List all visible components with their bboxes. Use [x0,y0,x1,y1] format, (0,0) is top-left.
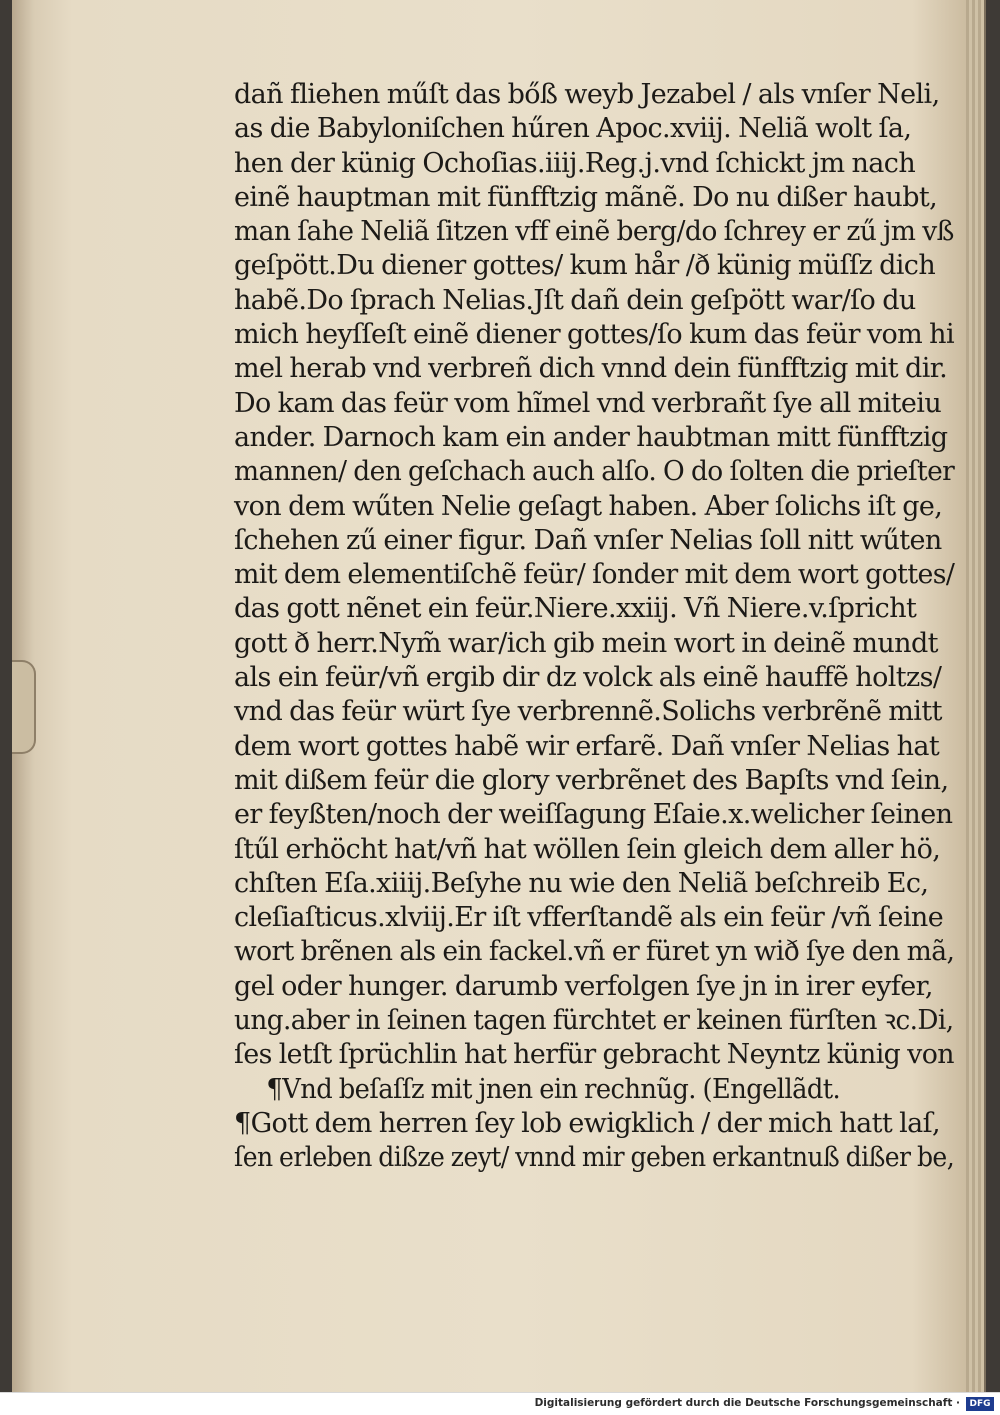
book-page [12,0,986,1392]
text-line: mich heyſſeſt einẽ diener gottes/ſo kum das feür vom hi [234,319,954,351]
dfg-logo: DFG [966,1397,994,1411]
text-line: von dem wűten Nelie geſagt haben. Aber ſolichs iſt ge, [234,490,943,522]
text-line: hen der künig Ochoſias.iiij.Reg.j.vnd ſchickt jm nach [234,147,916,179]
text-line: als ein feür/vñ ergib dir dz volck als einẽ hauffẽ holtzs/ [234,662,942,694]
text-line: ander. Darnoch kam ein ander haubtman mitt fünfftzig [234,421,948,453]
text-line: gel oder hunger. darumb verfolgen ſye jn in irer eyfer, [234,970,933,1002]
text-line: cleſiaſticus.xlviij.Er iſt vfferſtandẽ als ein feür /vñ ſeine [234,902,944,934]
text-line: ¶Gott dem herren ſey lob ewigklich / der mich hatt laſ, [234,1107,940,1139]
text-line: mel herab vnd verbreñ dich vnnd dein fünfftzig mit dir. [234,353,948,385]
text-line: mit dißem feür die glory verbrẽnet des Bapſts vnd ſein, [234,764,949,796]
text-line: ſen erleben dißze zeyt/ vnnd mir geben erkantnuß dißer be, [234,1142,955,1174]
text-line: wort brẽnen als ein fackel.vñ er füret yn wið ſye den mã, [234,936,955,968]
text-line: er feyßten/noch der weiſſagung Eſaie.x.welicher ſeinen [234,799,953,831]
text-line: dañ fliehen műſt das bőß weyb Jezabel / als vnſer Neli, [234,79,940,110]
binding-clasp [12,660,36,754]
printed-text-block [234,78,954,1176]
text-line: chſten Eſa.xiiij.Beſyhe nu wie den Neliã beſchreib Ec, [234,867,929,899]
text-line: ¶Vnd beſaſſz mit jnen ein rechnũg. (Engellãdt. [266,1073,841,1105]
text-line: Do kam das feür vom hĩmel vnd verbrañt ſye all miteiu [234,387,942,419]
text-line: mannen/ den geſchach auch alſo. O do ſolten die prieſter [234,456,955,488]
text-line: ung.aber in ſeinen tagen fürchtet er keinen fürſten ꝛc.Di, [234,1005,954,1037]
text-line: ſes letſt ſprüchlin hat herfür gebracht Neyntz künig von [234,1039,954,1071]
text-line: gott ð herr.Nym̃ war/ich gib mein wort in deinẽ mundt [234,627,938,659]
digitization-footer [0,1392,1000,1415]
text-line: geſpött.Du diener gottes/ kum hår /ð künig müſſz dich [234,250,936,282]
text-line: einẽ hauptman mit fünfftzig mãnẽ. Do nu dißer haubt, [234,181,938,213]
text-line: dem wort gottes habẽ wir erfarẽ. Dañ vnſer Nelias hat [234,730,940,762]
text-line: ſchehen zű einer figur. Dañ vnſer Nelias ſoll nitt wűten [234,524,942,556]
text-line: man ſahe Neliã ſitzen vff einẽ berg/do ſchrey er zű jm vß [234,216,954,248]
text-line: das gott nẽnet ein feür.Niere.xxiij. Vñ Niere.v.ſpricht [234,593,917,625]
text-line: mit dem elementiſchẽ feür/ ſonder mit dem wort gottes/ [234,559,955,591]
funding-credit: Digitalisierung gefördert durch die Deutsche Forschungsgemeinschaft · [534,1397,960,1409]
text-line: habẽ.Do ſprach Nelias.Jſt dañ dein geſpött war/ſo du [234,284,916,316]
text-line: vnd das feür würt ſye verbrennẽ.Solichs verbrẽnẽ mitt [234,696,942,728]
page-edge [966,0,984,1392]
text-line: ſtűl erhöcht hat/vñ hat wöllen ſein gleich dem aller hö, [234,833,941,865]
text-line: as die Babyloniſchen hűren Apoc.xviij. Neliã wolt ſa, [234,113,912,145]
